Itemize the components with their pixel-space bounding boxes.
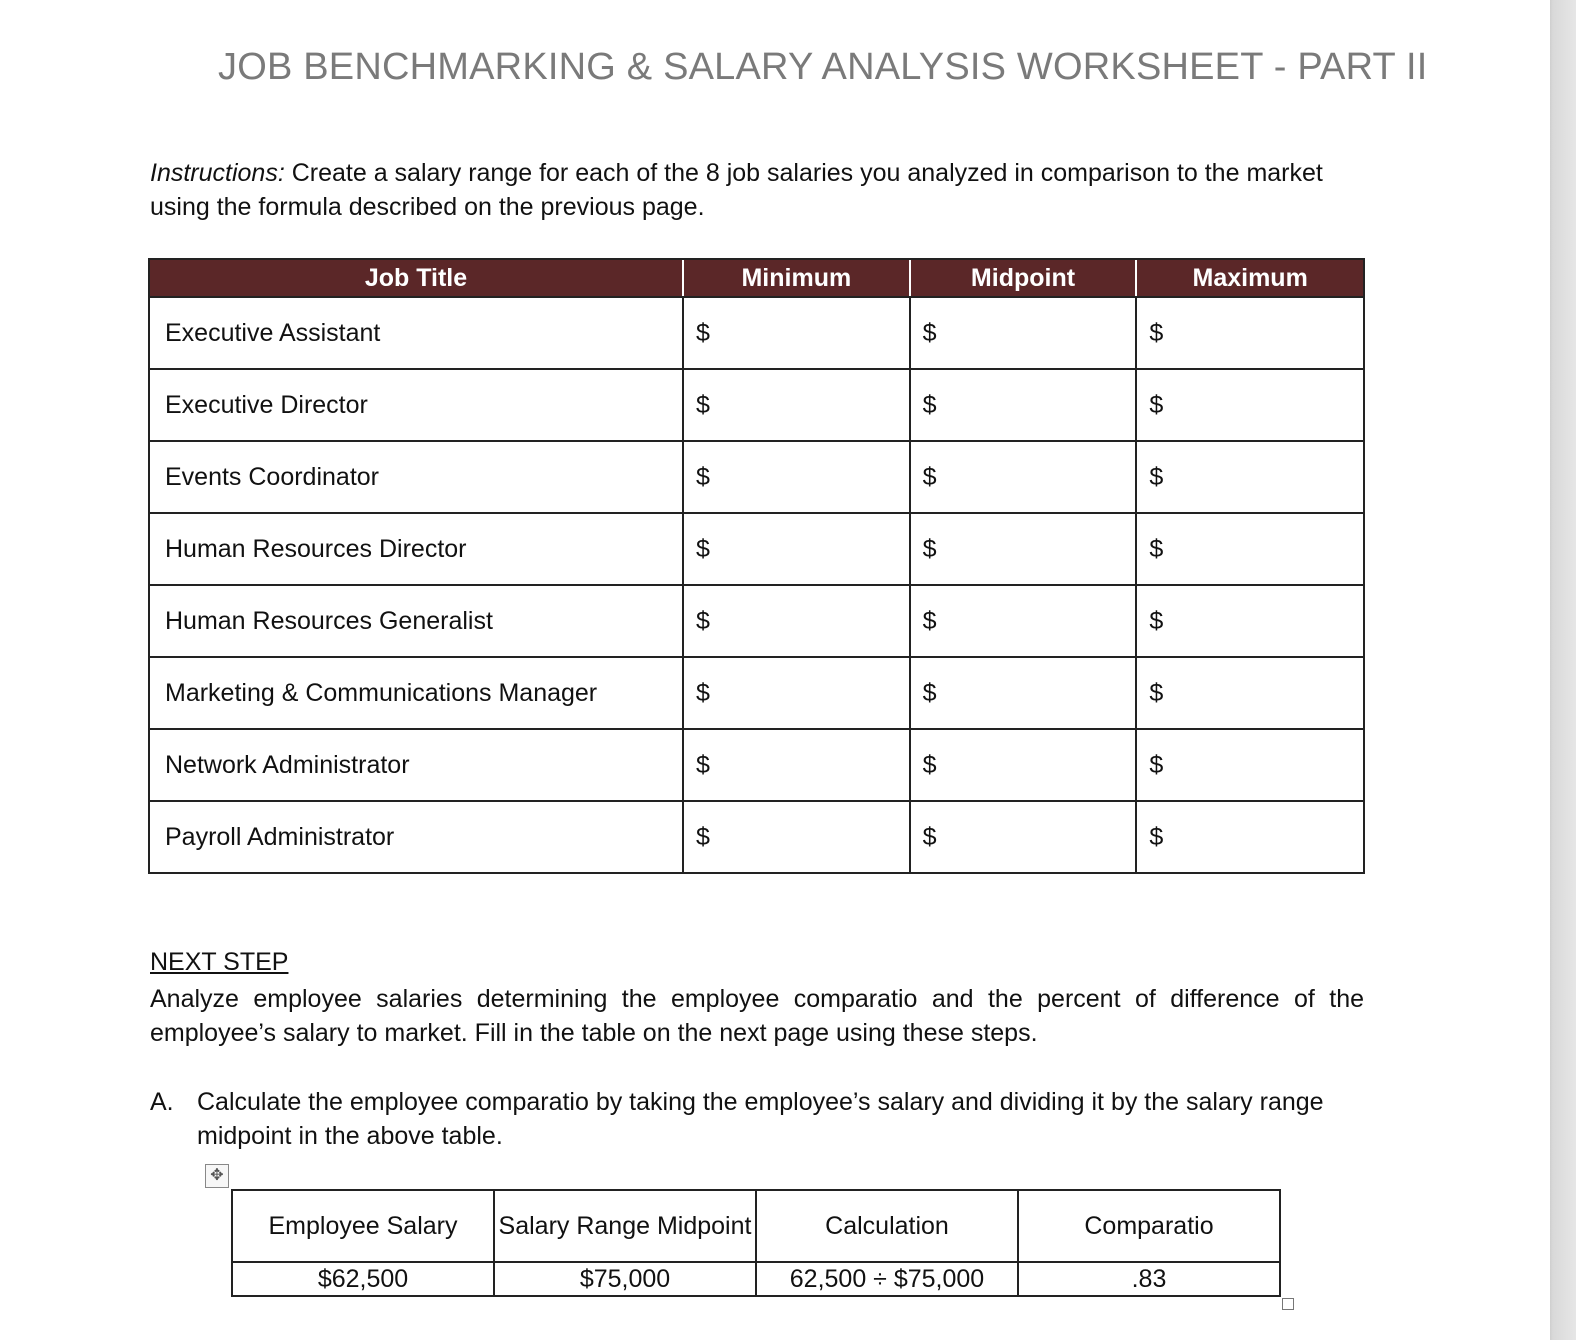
document-title: JOB BENCHMARKING & SALARY ANALYSIS WORKSHEET - PART II — [218, 46, 1428, 88]
header-minimum: Minimum — [683, 259, 910, 297]
maximum-cell[interactable]: $ — [1136, 369, 1364, 441]
midpoint-cell[interactable]: $ — [910, 513, 1137, 585]
maximum-cell[interactable]: $ — [1136, 585, 1364, 657]
header-job-title: Job Title — [149, 259, 683, 297]
next-step-heading: NEXT STEP — [150, 948, 289, 976]
instructions-paragraph — [150, 156, 1366, 224]
minimum-cell[interactable]: $ — [683, 657, 910, 729]
job-title-cell[interactable]: Executive Director — [149, 369, 683, 441]
minimum-cell[interactable]: $ — [683, 585, 910, 657]
header-salary-range-midpoint[interactable]: Salary Range Midpoint — [494, 1190, 756, 1262]
table-row — [232, 1262, 1280, 1296]
job-title-cell[interactable]: Events Coordinator — [149, 441, 683, 513]
comparatio-value[interactable]: .83 — [1018, 1262, 1280, 1296]
midpoint-cell[interactable]: $ — [910, 729, 1137, 801]
minimum-cell[interactable]: $ — [683, 441, 910, 513]
salary-midpoint-value[interactable]: $75,000 — [494, 1262, 756, 1296]
header-maximum: Maximum — [1136, 259, 1364, 297]
midpoint-cell[interactable]: $ — [910, 585, 1137, 657]
midpoint-cell[interactable]: $ — [910, 297, 1137, 369]
maximum-cell[interactable]: $ — [1136, 657, 1364, 729]
table-row — [149, 513, 1364, 585]
salary-range-table — [148, 258, 1365, 874]
minimum-cell[interactable]: $ — [683, 801, 910, 873]
employee-salary-value[interactable]: $62,500 — [232, 1262, 494, 1296]
table-row — [149, 801, 1364, 873]
midpoint-cell[interactable]: $ — [910, 441, 1137, 513]
midpoint-cell[interactable]: $ — [910, 369, 1137, 441]
header-employee-salary[interactable]: Employee Salary — [232, 1190, 494, 1262]
table-row — [149, 369, 1364, 441]
instructions-text: Create a salary range for each of the 8 job salaries you analyzed in comparison to the market using the formula described on the previous page. — [150, 159, 1323, 221]
minimum-cell[interactable]: $ — [683, 297, 910, 369]
job-title-cell[interactable]: Human Resources Generalist — [149, 585, 683, 657]
job-title-cell[interactable]: Human Resources Director — [149, 513, 683, 585]
table-row — [149, 657, 1364, 729]
job-title-cell[interactable]: Marketing & Communications Manager — [149, 657, 683, 729]
maximum-cell[interactable]: $ — [1136, 513, 1364, 585]
minimum-cell[interactable]: $ — [683, 369, 910, 441]
job-title-cell[interactable]: Payroll Administrator — [149, 801, 683, 873]
maximum-cell[interactable]: $ — [1136, 801, 1364, 873]
table-row — [149, 297, 1364, 369]
minimum-cell[interactable]: $ — [683, 513, 910, 585]
comparatio-example-table — [231, 1189, 1281, 1297]
minimum-cell[interactable]: $ — [683, 729, 910, 801]
resize-square-icon[interactable] — [1282, 1298, 1294, 1310]
table-row — [149, 729, 1364, 801]
job-title-cell[interactable]: Network Administrator — [149, 729, 683, 801]
midpoint-cell[interactable]: $ — [910, 801, 1137, 873]
maximum-cell[interactable]: $ — [1136, 297, 1364, 369]
page-edge-shadow — [1550, 0, 1576, 1340]
example-header-row — [232, 1190, 1280, 1262]
header-midpoint: Midpoint — [910, 259, 1137, 297]
next-step-body: Analyze employee salaries determining the employee comparatio and the percent of difference of the employee’s salary to market. Fill in the table on the next page using these steps. — [150, 985, 1364, 1047]
table-row — [149, 585, 1364, 657]
salary-table-header-row — [149, 259, 1364, 297]
header-comparatio[interactable]: Comparatio — [1018, 1190, 1280, 1262]
maximum-cell[interactable]: $ — [1136, 441, 1364, 513]
instructions-label: Instructions: — [150, 159, 285, 187]
step-a-item — [150, 1085, 1366, 1153]
maximum-cell[interactable]: $ — [1136, 729, 1364, 801]
move-arrows-icon[interactable]: ✥ — [205, 1164, 229, 1188]
midpoint-cell[interactable]: $ — [910, 657, 1137, 729]
job-title-cell[interactable]: Executive Assistant — [149, 297, 683, 369]
calculation-value[interactable]: 62,500 ÷ $75,000 — [756, 1262, 1018, 1296]
step-a-marker: A. — [150, 1088, 174, 1116]
table-row — [149, 441, 1364, 513]
header-calculation[interactable]: Calculation — [756, 1190, 1018, 1262]
step-a-text: Calculate the employee comparatio by taking the employee’s salary and dividing it by the salary range midpoint in the above table. — [197, 1088, 1324, 1150]
